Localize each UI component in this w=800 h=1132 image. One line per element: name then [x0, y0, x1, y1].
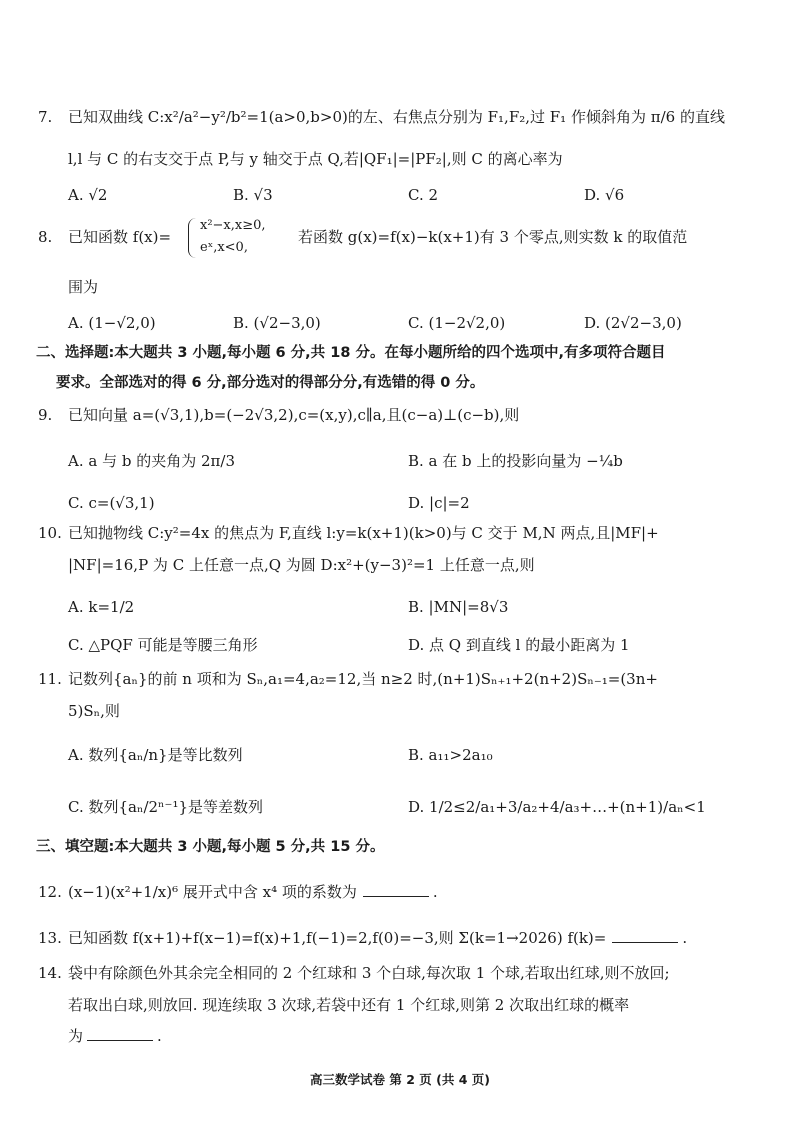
question-text: 袋中有除颜色外其余完全相同的 2 个红球和 3 个白球,每次取 1 个球,若取出红球,则不放回; [68, 964, 670, 982]
option-a: A. (1−√2,0) [68, 314, 156, 332]
question-text: 已知向量 a=(√3,1),b=(−2√3,2),c=(x,y),c∥a,且(c−a)⊥(c−b),则 [68, 406, 520, 424]
option-b: B. a 在 b 上的投影向量为 −¼b [408, 452, 623, 470]
question-number: 9. [38, 406, 53, 424]
question-10-line-1 [38, 524, 659, 542]
question-13-line-1 [38, 928, 687, 947]
question-11 [38, 670, 764, 840]
question-text: 已知函数 f(x+1)+f(x−1)=f(x)+1,f(−1)=2,f(0)=−3,则 Σ(k=1→2026) f(k)= [68, 929, 607, 947]
option-c: C. c=(√3,1) [68, 494, 155, 512]
section-3-line-1: 三、填空题:本大题共 3 小题,每小题 5 分,共 15 分。 [36, 839, 385, 855]
question-number: 8. [38, 228, 53, 246]
question-end: . [432, 883, 438, 901]
option-a: A. k=1/2 [68, 598, 135, 616]
question-14-line-1 [38, 964, 670, 982]
question-text: 为 [68, 1027, 84, 1045]
question-14-line-2: 若取出白球,则放回. 现连续取 3 次球,若袋中还有 1 个红球,则第 2 次取出红球的概率 [68, 996, 630, 1014]
page-footer: 高三数学试卷 第 2 页 (共 4 页) [310, 1072, 490, 1087]
section-2-line-2: 要求。全部选对的得 6 分,部分选对的得部分分,有选错的得 0 分。 [56, 375, 485, 391]
question-text-part-a: 已知函数 f(x)= [68, 228, 172, 246]
question-7-line-2: l,l 与 C 的右支交于点 P,与 y 轴交于点 Q,若|QF₁|=|PF₂|,则 C 的离心率为 [68, 150, 563, 168]
option-c: C. (1−2√2,0) [408, 314, 506, 332]
question-number: 12. [38, 883, 62, 901]
question-11-line-1 [38, 670, 658, 688]
question-7 [38, 100, 764, 210]
question-end: . [682, 929, 688, 947]
question-10-line-2: |NF|=16,P 为 C 上任意一点,Q 为圆 D:x²+(y−3)²=1 上任意一点,则 [68, 556, 535, 574]
option-b: B. (√2−3,0) [233, 314, 321, 332]
question-text: 已知抛物线 C:y²=4x 的焦点为 F,直线 l:y=k(x+1)(k>0)与 C 交于 M,N 两点,且|MF|+ [68, 524, 659, 542]
section-2-line-1: 二、选择题:本大题共 3 小题,每小题 6 分,共 18 分。在每小题所给的四个选项中,有多项符合题目 [36, 345, 666, 361]
section-2-header [36, 338, 764, 398]
piecewise-brace [188, 218, 197, 258]
question-number: 10. [38, 524, 62, 542]
question-14-line-3 [68, 1026, 162, 1045]
option-a: A. √2 [68, 186, 108, 204]
question-text: 已知双曲线 C:x²/a²−y²/b²=1(a>0,b>0)的左、右焦点分别为 F₁,F₂,过 F₁ 作倾斜角为 π/6 的直线 [68, 108, 725, 126]
option-d: D. 点 Q 到直线 l 的最小距离为 1 [408, 636, 630, 654]
question-9-line-1 [38, 406, 519, 424]
question-9 [38, 404, 764, 514]
option-d: D. (2√2−3,0) [584, 314, 682, 332]
answer-blank[interactable] [363, 882, 429, 897]
question-13 [38, 926, 764, 956]
option-c: C. △PQF 可能是等腰三角形 [68, 636, 258, 654]
question-text: (x−1)(x²+1/x)⁶ 展开式中含 x⁴ 项的系数为 [68, 883, 357, 901]
piecewise-case-2: eˣ,x<0, [200, 240, 248, 255]
question-8-line-1 [38, 228, 171, 246]
option-b: B. √3 [233, 186, 273, 204]
question-12 [38, 880, 764, 910]
option-b: B. a₁₁>2a₁₀ [408, 746, 493, 764]
option-a: A. 数列{aₙ/n}是等比数列 [68, 746, 243, 764]
option-d: D. |c|=2 [408, 494, 470, 512]
option-c: C. 数列{aₙ/2ⁿ⁻¹}是等差数列 [68, 798, 264, 816]
answer-blank[interactable] [612, 928, 678, 943]
section-3-header [36, 832, 764, 862]
option-c: C. 2 [408, 186, 439, 204]
option-d: D. √6 [584, 186, 625, 204]
piecewise-case-1: x²−x,x≥0, [200, 218, 266, 233]
option-b: B. |MN|=8√3 [408, 598, 509, 616]
question-7-line-1 [38, 108, 725, 126]
question-11-line-2: 5)Sₙ,则 [68, 702, 120, 720]
option-d: D. 1/2≤2/a₁+3/a₂+4/a₃+…+(n+1)/aₙ<1 [408, 798, 706, 816]
question-number: 14. [38, 964, 62, 982]
question-number: 7. [38, 108, 53, 126]
question-10 [38, 524, 764, 664]
question-text: 记数列{aₙ}的前 n 项和为 Sₙ,a₁=4,a₂=12,当 n≥2 时,(n+1)Sₙ₊₁+2(n+2)Sₙ₋₁=(3n+ [68, 670, 658, 688]
question-number: 13. [38, 929, 62, 947]
question-14 [38, 962, 764, 1052]
question-12-line-1 [38, 882, 438, 901]
answer-blank[interactable] [87, 1026, 153, 1041]
question-end: . [157, 1027, 162, 1045]
option-a: A. a 与 b 的夹角为 2π/3 [68, 452, 235, 470]
question-text-part-b: 若函数 g(x)=f(x)−k(x+1)有 3 个零点,则实数 k 的取值范 [298, 228, 688, 246]
question-number: 11. [38, 670, 62, 688]
question-8 [38, 216, 764, 336]
question-8-line-2: 围为 [68, 278, 99, 296]
